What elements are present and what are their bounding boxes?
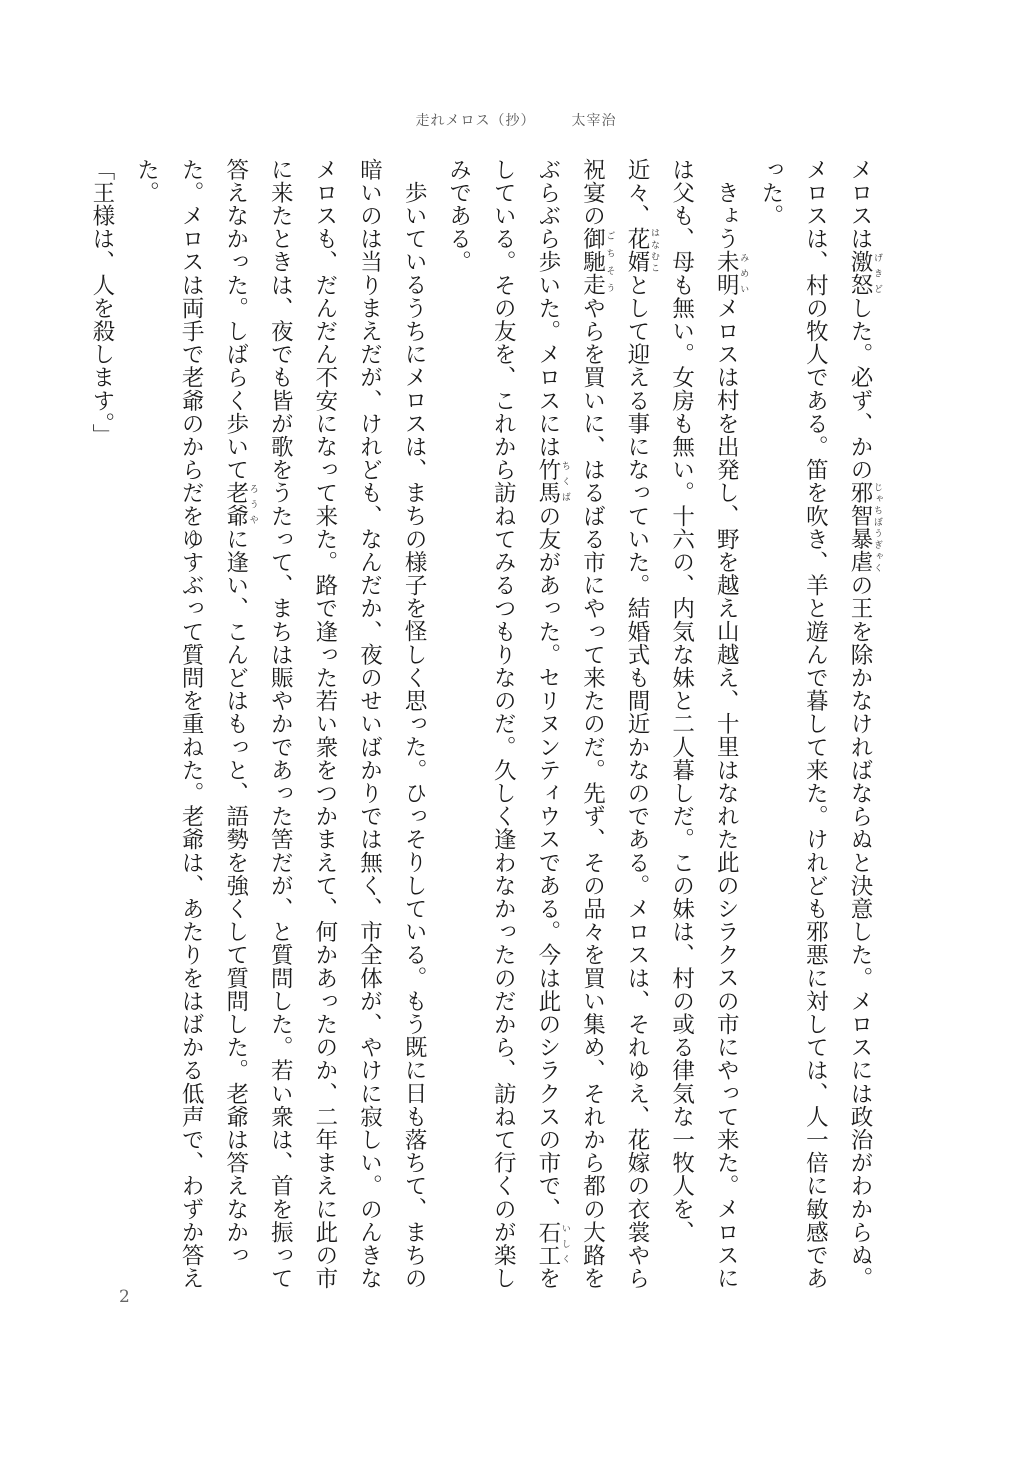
- paragraph-3: [124, 158, 436, 1293]
- ruby-gekido: 激怒 げきど: [847, 250, 882, 297]
- page-number: 2: [119, 1287, 130, 1307]
- ruby-jachibougyaku: 邪智暴虐 じゃちぼうぎゃく: [847, 481, 882, 574]
- paragraph-2: [436, 158, 748, 1293]
- ruby-rouya: 老爺 ろうや: [222, 481, 258, 528]
- work-title: 走れメロス（抄）: [415, 113, 536, 129]
- text-run: の友があった。セリヌンティウスである。今は此のシラクスの市で、: [534, 504, 561, 1221]
- text-run: として迎える事になっていた。結婚式も間近かなのである。メロスは、それゆえ、花嫁の衣裳やら祝宴の: [579, 158, 651, 1290]
- paragraph-1: [748, 158, 882, 1293]
- running-header: [0, 110, 1032, 130]
- author-name: 太宰治: [571, 113, 617, 129]
- text-run: やらを買いに、はるばる市にやって来たのだ。先ず、その品々を買い集め、それから都の大路をぶらぶら歩いた。メロスには: [534, 158, 606, 1290]
- ruby-ishiku: 石工 いしく: [534, 1220, 570, 1267]
- text-run: メロスは村を出発し、野を越え山越え、十里はなれた此のシラクスの市にやって来た。メロスには父も、母も無い。女房も無い。十六の、内気な妹と二人暮しだ。この妹は、村の或る律気な一牧人を、近々、: [624, 158, 740, 1290]
- paragraph-4-dialogue: [79, 158, 124, 1293]
- ruby-chikuba: 竹馬 ちくば: [534, 458, 570, 505]
- text-run: 歩いているうちにメロスは、まちの様子を怪しく思った。ひっそりしている。もう既に日も落ちて、まちの暗いのは当りまえだが、けれども、なんだか、夜のせいばかりでは無く、市全体が、やけに寂しい。のんきなメロスも、だんだん不安になって来た。路で逢った若い衆をつかまえて、何かあったのか、二年まえに此の市に来たときは、夜でも皆が歌をうたって、まちは賑やかであった筈だが、と質問した。若い衆は、首を振って答えなかった。しばらく歩いて: [222, 158, 428, 1290]
- ruby-hanamuko: 花婿 はなむこ: [624, 227, 660, 274]
- text-run: に逢い、こんどはもっと、語勢を強くして質問した。老爺は答えなかった。メロスは両手で老爺のからだをゆすぶって質問を重ねた。老爺は、あたりをはばかる低声で、わずか答えた。: [133, 158, 249, 1290]
- text-run: した。必ず、かの: [847, 296, 873, 482]
- vertical-text-body: [88, 158, 882, 1293]
- text-run: きょう: [713, 180, 740, 250]
- text-run: の王を除かなければならぬと決意した。メロスには政治がわからぬ。メロスは、村の牧人である。笛を吹き、羊と遊んで暮して来た。けれども邪悪に対しては、人一倍に敏感であった。: [757, 158, 873, 1290]
- ruby-mimei: 未明 みめい: [713, 249, 749, 297]
- text-run: 「王様は、人を殺します。」: [88, 158, 115, 448]
- text-run: をしている。その友を、これから訪ねてみるつもりなのだ。久しく逢わなかったのだから、訪ねて行くのが楽しみである。: [445, 158, 561, 1290]
- ruby-gochisou: 御馳走 ごちそう: [579, 227, 615, 297]
- text-run: メロスは: [847, 158, 873, 251]
